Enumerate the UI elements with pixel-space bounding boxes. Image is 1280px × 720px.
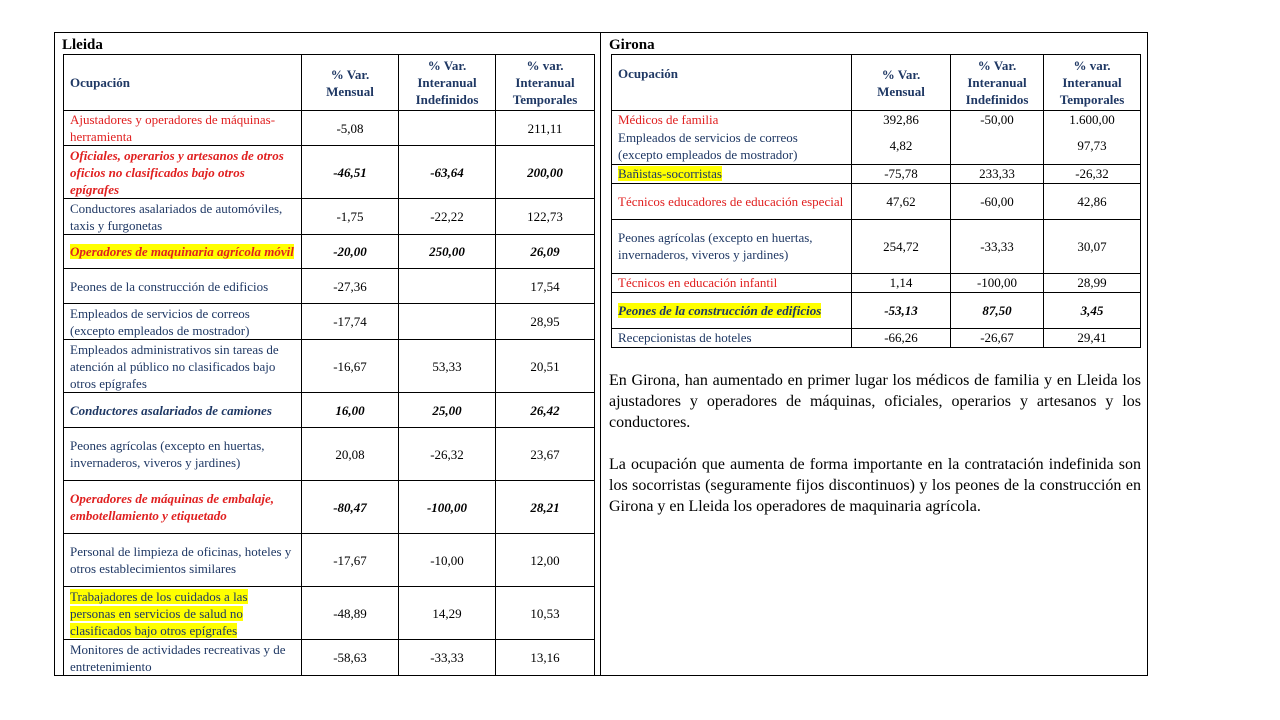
indefinite-cell: -33,33 — [399, 640, 496, 676]
table-row — [64, 304, 595, 340]
table-row — [612, 273, 1141, 292]
indefinite-cell: 14,29 — [399, 587, 496, 640]
monthly-cell: -1,75 — [302, 199, 399, 235]
temporary-cell: 29,41 — [1044, 328, 1141, 347]
indefinite-cell — [399, 269, 496, 304]
indefinite-cell: 25,00 — [399, 393, 496, 428]
monthly-cell: -66,26 — [852, 328, 951, 347]
indefinite-cell: -33,33 — [951, 219, 1044, 273]
table-row — [64, 146, 595, 199]
occupation-cell: Monitores de actividades recreativas y de entretenimiento — [64, 640, 302, 676]
table-row — [64, 111, 595, 146]
temporary-cell: 17,54 — [496, 269, 595, 304]
monthly-cell: -58,63 — [302, 640, 399, 676]
monthly-cell: -48,89 — [302, 587, 399, 640]
table-row — [64, 235, 595, 269]
occupation-cell: Técnicos educadores de educación especial — [612, 183, 852, 219]
temporary-cell: 28,21 — [496, 481, 595, 534]
indefinite-cell: -26,32 — [399, 428, 496, 481]
table-row — [612, 183, 1141, 219]
commentary-paragraph-2: La ocupación que aumenta de forma importante en la contratación indefinida son los socorristas (seguramente fijos discontinuos) y los peones de la construcción en Girona y en Lleida los operadores de maquinaria agrícola. — [609, 456, 1141, 515]
temporary-cell: 30,07 — [1044, 219, 1141, 273]
monthly-cell: -17,67 — [302, 534, 399, 587]
highlighted-occupation: Peones de la construcción de edificios — [618, 302, 822, 318]
temporary-cell: 42,86 — [1044, 183, 1141, 219]
indefinite-cell: 233,33 — [951, 164, 1044, 183]
monthly-cell: -46,51 — [302, 146, 399, 199]
indefinite-cell: -60,00 — [951, 183, 1044, 219]
monthly-cell: -80,47 — [302, 481, 399, 534]
occupation-cell: Recepcionistas de hoteles — [612, 328, 852, 347]
temporary-cell: 12,00 — [496, 534, 595, 587]
indefinite-cell: 250,00 — [399, 235, 496, 269]
girona-table — [611, 54, 1141, 348]
temporary-cell: 28,95 — [496, 304, 595, 340]
occupation-cell: Empleados administrativos sin tareas de atención al público no clasificados bajo otros epígrafes — [64, 340, 302, 393]
highlighted-occupation: Trabajadores de los cuidados a las personas en servicios de salud no clasificados bajo otros epígrafes — [70, 588, 248, 638]
header-indefinite: % Var. Interanual Indefinidos — [951, 55, 1044, 111]
temporary-cell: 10,53 — [496, 587, 595, 640]
monthly-cell: -27,36 — [302, 269, 399, 304]
temporary-cell: 200,00 — [496, 146, 595, 199]
occupation-cell — [612, 164, 852, 183]
table-row — [64, 640, 595, 676]
monthly-cell: 47,62 — [852, 183, 951, 219]
temporary-cell: 13,16 — [496, 640, 595, 676]
occupation-cell — [612, 292, 852, 328]
table-row — [612, 328, 1141, 347]
temporary-cell: 211,11 — [496, 111, 595, 146]
occupation-cell: Peones de la construcción de edificios — [64, 269, 302, 304]
monthly-cell: -53,13 — [852, 292, 951, 328]
occupation-cell: Personal de limpieza de oficinas, hoteles y otros establecimientos similares — [64, 534, 302, 587]
indefinite-cell — [399, 111, 496, 146]
temporary-cell: -26,32 — [1044, 164, 1141, 183]
table-header-row — [612, 55, 1141, 111]
monthly-cell: -5,08 — [302, 111, 399, 146]
indefinite-cell — [951, 128, 1044, 164]
indefinite-cell — [399, 304, 496, 340]
occupation-cell — [64, 235, 302, 269]
commentary-paragraph-1: En Girona, han aumentado en primer lugar los médicos de familia y en Lleida los ajustadores y operadores de máquinas, oficiales, operarios y artesanos y los conductores. — [609, 372, 1141, 431]
occupation-cell: Médicos de familia — [612, 111, 852, 129]
indefinite-cell: -22,22 — [399, 199, 496, 235]
table-row — [64, 587, 595, 640]
occupation-cell: Operadores de máquinas de embalaje, embotellamiento y etiquetado — [64, 481, 302, 534]
occupation-cell: Empleados de servicios de correos (excepto empleados de mostrador) — [612, 128, 852, 164]
lleida-table — [63, 54, 595, 676]
highlighted-occupation: Bañistas-socorristas — [618, 166, 722, 181]
monthly-cell: -20,00 — [302, 235, 399, 269]
table-row — [64, 534, 595, 587]
monthly-cell: 16,00 — [302, 393, 399, 428]
occupation-cell: Conductores asalariados de automóviles, taxis y furgonetas — [64, 199, 302, 235]
occupation-cell — [64, 587, 302, 640]
table-row — [64, 340, 595, 393]
header-monthly: % Var. Mensual — [852, 55, 951, 111]
temporary-cell: 23,67 — [496, 428, 595, 481]
indefinite-cell: 87,50 — [951, 292, 1044, 328]
monthly-cell: -75,78 — [852, 164, 951, 183]
temporary-cell: 1.600,00 — [1044, 111, 1141, 129]
table-row — [64, 269, 595, 304]
table-row — [64, 428, 595, 481]
occupation-cell: Peones agrícolas (excepto en huertas, invernaderos, viveros y jardines) — [64, 428, 302, 481]
highlighted-occupation: Operadores de maquinaria agrícola móvil — [70, 244, 294, 259]
table-row — [612, 111, 1141, 129]
header-monthly: % Var. Mensual — [302, 55, 399, 111]
indefinite-cell: -50,00 — [951, 111, 1044, 129]
monthly-cell: 392,86 — [852, 111, 951, 129]
monthly-cell: -17,74 — [302, 304, 399, 340]
temporary-cell: 26,42 — [496, 393, 595, 428]
header-indefinite: % Var. Interanual Indefinidos — [399, 55, 496, 111]
occupation-cell: Ajustadores y operadores de máquinas-herramienta — [64, 111, 302, 146]
header-occupation: Ocupación — [612, 55, 852, 111]
indefinite-cell: -100,00 — [399, 481, 496, 534]
occupation-cell: Peones agrícolas (excepto en huertas, invernaderos, viveros y jardines) — [612, 219, 852, 273]
indefinite-cell: -100,00 — [951, 273, 1044, 292]
table-row — [64, 481, 595, 534]
monthly-cell: 254,72 — [852, 219, 951, 273]
table-row — [612, 292, 1141, 328]
temporary-cell: 3,45 — [1044, 292, 1141, 328]
table-row — [64, 393, 595, 428]
indefinite-cell: -63,64 — [399, 146, 496, 199]
table-row — [612, 164, 1141, 183]
indefinite-cell: -10,00 — [399, 534, 496, 587]
occupation-cell: Técnicos en educación infantil — [612, 273, 852, 292]
lleida-title: Lleida — [62, 37, 103, 53]
column-divider — [600, 32, 601, 676]
occupation-cell: Empleados de servicios de correos (excepto empleados de mostrador) — [64, 304, 302, 340]
table-header-row — [64, 55, 595, 111]
monthly-cell: -16,67 — [302, 340, 399, 393]
table-row — [612, 128, 1141, 164]
temporary-cell: 26,09 — [496, 235, 595, 269]
temporary-cell: 122,73 — [496, 199, 595, 235]
girona-title: Girona — [609, 37, 655, 53]
occupation-cell: Oficiales, operarios y artesanos de otros oficios no clasificados bajo otros epígrafes — [64, 146, 302, 199]
header-occupation: Ocupación — [64, 55, 302, 111]
temporary-cell: 97,73 — [1044, 128, 1141, 164]
occupation-cell: Conductores asalariados de camiones — [64, 393, 302, 428]
monthly-cell: 1,14 — [852, 273, 951, 292]
table-row — [612, 219, 1141, 273]
header-temporary: % var. Interanual Temporales — [496, 55, 595, 111]
table-row — [64, 199, 595, 235]
header-temporary: % var. Interanual Temporales — [1044, 55, 1141, 111]
indefinite-cell: 53,33 — [399, 340, 496, 393]
monthly-cell: 4,82 — [852, 128, 951, 164]
temporary-cell: 28,99 — [1044, 273, 1141, 292]
indefinite-cell: -26,67 — [951, 328, 1044, 347]
monthly-cell: 20,08 — [302, 428, 399, 481]
temporary-cell: 20,51 — [496, 340, 595, 393]
